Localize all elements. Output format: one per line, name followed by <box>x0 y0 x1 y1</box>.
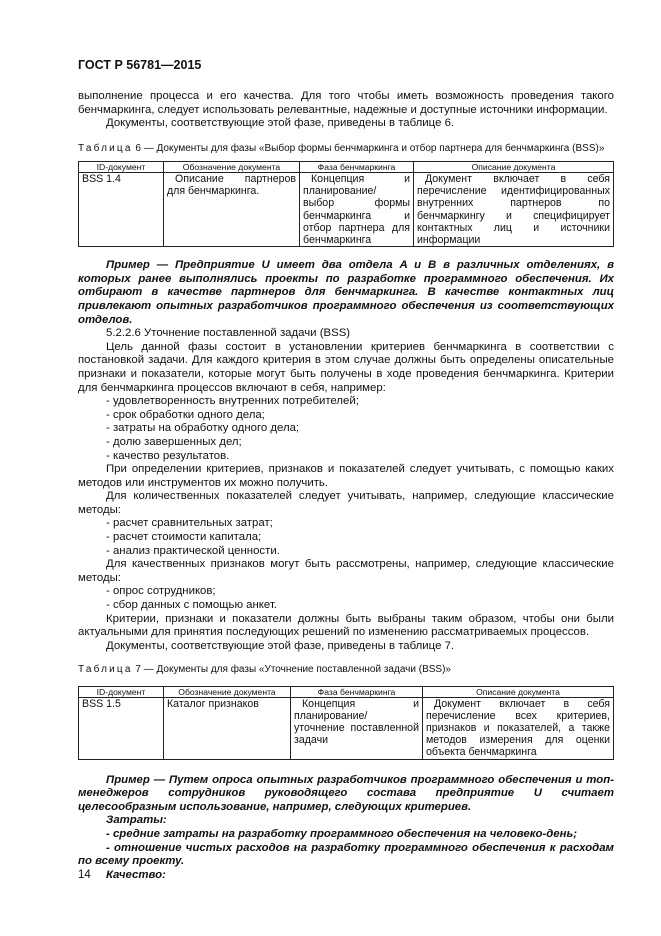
column-header: Описание документа <box>414 161 614 172</box>
table7-caption: Таблица 7 — Документы для фазы «Уточнение поставленной задачи (BSS)» <box>78 664 451 676</box>
table-header-row <box>79 686 614 697</box>
list-item: - расчет сравнительных затрат; <box>106 517 273 530</box>
cell-phase: Концепция и планирование/ уточнение поставленной задачи <box>291 697 423 759</box>
example-1: Пример — Предприятие U имеет два отдела A и B в различных отделениях, в которых ранее выполнялись проекты по разработке программного обеспечения. Их отбирают в качестве партнеров для бенчмаркинга. В качестве контактных лиц привлекают опытных разработчиков программного обеспечения из соответствующих отделов. <box>78 259 614 326</box>
section-paragraph: Документы, соответствующие этой фазе, приведены в таблице 7. <box>106 639 455 652</box>
cell-description: Документ включает в себя перечисление идентифицированных внутренних партнеров по бенчмаркингу и специфицирует контактных лиц и источники информации <box>414 172 614 246</box>
column-header: Фаза бенчмаркинга <box>291 686 423 697</box>
table-row <box>79 697 614 759</box>
section-paragraph: При определении критериев, признаков и показателей следует учитывать, с помощью каких методов или инструментов их можно получить. <box>78 463 614 489</box>
cell-designation: Каталог признаков <box>164 697 291 759</box>
cell-description: Документ включает в себя перечисление всех критериев, признаков и показателей, а также методов измерения для оценки объекта бенчмаркинга <box>423 697 614 759</box>
costs-item: - средние затраты на разработку программного обеспечения на человеко-день; <box>106 828 578 841</box>
cell-phase: Концепция и планирование/ выбор формы бенчмаркинга и отбор партнера для бенчмаркинга <box>300 172 414 246</box>
table-6 <box>78 161 614 247</box>
intro-paragraph: выполнение процесса и его качества. Для того чтобы иметь возможность проведения такого бенчмаркинга, следует использовать релевантные, надежные и доступные источники информации. <box>78 90 614 116</box>
list-item: - сбор данных с помощью анкет. <box>106 599 277 612</box>
column-header: Обозначение документа <box>164 161 300 172</box>
table-7 <box>78 686 614 760</box>
quality-label: Качество: <box>106 868 166 881</box>
section-paragraph: Цель данной фазы состоит в установлении критериев бенчмаркинга в соответствии с постановкой задачи. Для каждого критерия в этом случае должны быть определены описательные признаки и показатели, которые могут быть получены в ходе проведения бенчмаркинга. Критерии для бенчмаркинга процессов включают в себя, например: <box>78 340 614 394</box>
cell-id: BSS 1.5 <box>79 697 164 759</box>
table-header-row <box>79 161 614 172</box>
column-header: ID-документ <box>79 161 164 172</box>
column-header: ID-документ <box>79 686 164 697</box>
table-row <box>79 172 614 246</box>
column-header: Описание документа <box>423 686 614 697</box>
table6-caption: Таблица 6 — Документы для фазы «Выбор формы бенчмаркинга и отбор партнера для бенчмаркинга (BSS)» <box>78 142 605 154</box>
cell-id: BSS 1.4 <box>79 172 164 246</box>
column-header: Фаза бенчмаркинга <box>300 161 414 172</box>
list-item: - опрос сотрудников; <box>106 585 216 598</box>
page-content <box>78 90 614 882</box>
costs-item: - отношение чистых расходов на разработку программного обеспечения к расходам по всему проекту. <box>78 841 614 868</box>
example-2: Пример — Путем опроса опытных разработчиков программного обеспечения и топ-менеджеров сотрудников руководящего состава предприятие U считает целесообразным использование, например, следующих критериев. <box>78 773 614 813</box>
list-item: - качество результатов. <box>106 449 230 462</box>
column-header: Обозначение документа <box>164 686 291 697</box>
section-paragraph: Критерии, признаки и показатели должны быть выбраны таким образом, чтобы они были актуальными для принятия последующих решений по изменению рассматриваемых процессов. <box>78 612 614 639</box>
list-item: - расчет стоимости капитала; <box>106 531 262 544</box>
list-item: - срок обработки одного дела; <box>106 408 265 421</box>
list-item: - затраты на обработку одного дела; <box>106 422 300 435</box>
document-header: ГОСТ Р 56781—2015 <box>78 58 202 72</box>
costs-label: Затраты: <box>106 814 167 827</box>
cell-designation: Описание партнеров для бенчмаркинга. <box>164 172 300 246</box>
section-heading: 5.2.2.6 Уточнение поставленной задачи (BSS) <box>106 327 351 340</box>
list-item: - удовлетворенность внутренних потребителей; <box>106 395 359 408</box>
page-number: 14 <box>78 869 91 881</box>
section-paragraph: Для качественных признаков могут быть рассмотрены, например, следующие классические методы: <box>78 558 614 584</box>
list-item: - долю завершенных дел; <box>106 435 242 448</box>
intro-paragraph-2: Документы, соответствующие этой фазе, приведены в таблице 6. <box>106 117 455 130</box>
list-item: - анализ практической ценности. <box>106 544 280 557</box>
section-paragraph: Для количественных показателей следует учитывать, например, следующие классические методы: <box>78 490 614 516</box>
